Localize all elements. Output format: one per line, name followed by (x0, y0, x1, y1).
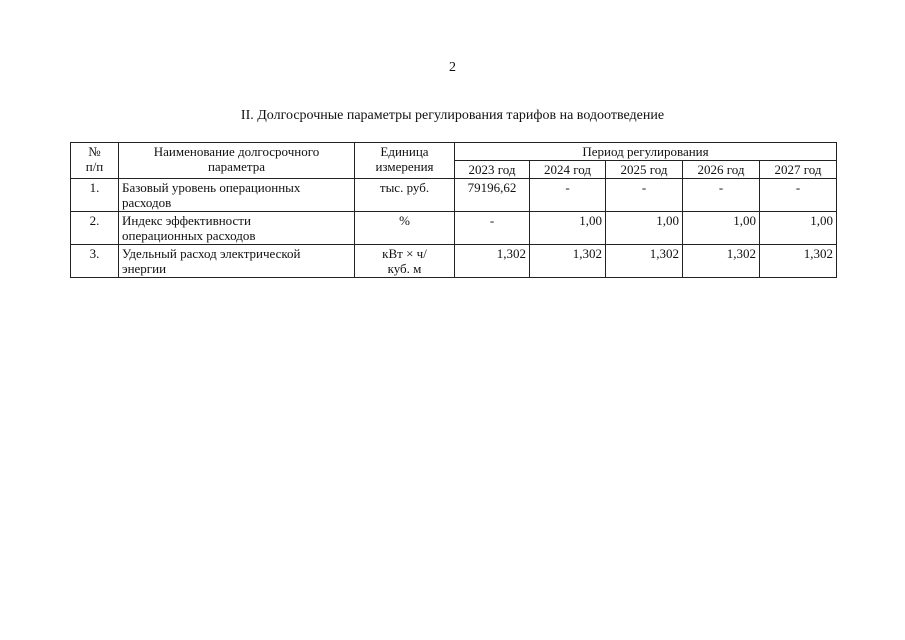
table-row (71, 179, 837, 212)
row-value: - (530, 179, 606, 212)
row-value: 1,302 (683, 245, 760, 278)
row-value: 1,00 (760, 212, 837, 245)
header-num: № п/п (71, 143, 119, 179)
table-row (71, 245, 837, 278)
row-unit: кВт × ч/ куб. м (355, 245, 455, 278)
header-row (71, 143, 837, 161)
row-name: Индекс эффективности операционных расходов (119, 212, 355, 245)
row-name: Удельный расход электрической энергии (119, 245, 355, 278)
row-unit: % (355, 212, 455, 245)
header-unit: Единица измерения (355, 143, 455, 179)
row-value: - (760, 179, 837, 212)
header-year: 2026 год (683, 161, 760, 179)
row-value: - (455, 212, 530, 245)
row-value: 79196,62 (455, 179, 530, 212)
row-value: 1,302 (455, 245, 530, 278)
row-value: 1,00 (530, 212, 606, 245)
row-num: 2. (71, 212, 119, 245)
table-row (71, 212, 837, 245)
row-num: 1. (71, 179, 119, 212)
header-year: 2025 год (606, 161, 683, 179)
parameters-table (70, 142, 837, 278)
row-value: 1,302 (606, 245, 683, 278)
row-value: 1,302 (530, 245, 606, 278)
header-period: Период регулирования (455, 143, 837, 161)
header-name: Наименование долгосрочного параметра (119, 143, 355, 179)
page-number: 2 (449, 60, 456, 75)
row-value: 1,302 (760, 245, 837, 278)
header-year: 2027 год (760, 161, 837, 179)
row-value: - (606, 179, 683, 212)
row-value: - (683, 179, 760, 212)
header-year: 2024 год (530, 161, 606, 179)
row-unit: тыс. руб. (355, 179, 455, 212)
header-year: 2023 год (455, 161, 530, 179)
row-num: 3. (71, 245, 119, 278)
row-value: 1,00 (606, 212, 683, 245)
row-name: Базовый уровень операционных расходов (119, 179, 355, 212)
section-title: II. Долгосрочные параметры регулирования тарифов на водоотведение (240, 108, 665, 123)
row-value: 1,00 (683, 212, 760, 245)
